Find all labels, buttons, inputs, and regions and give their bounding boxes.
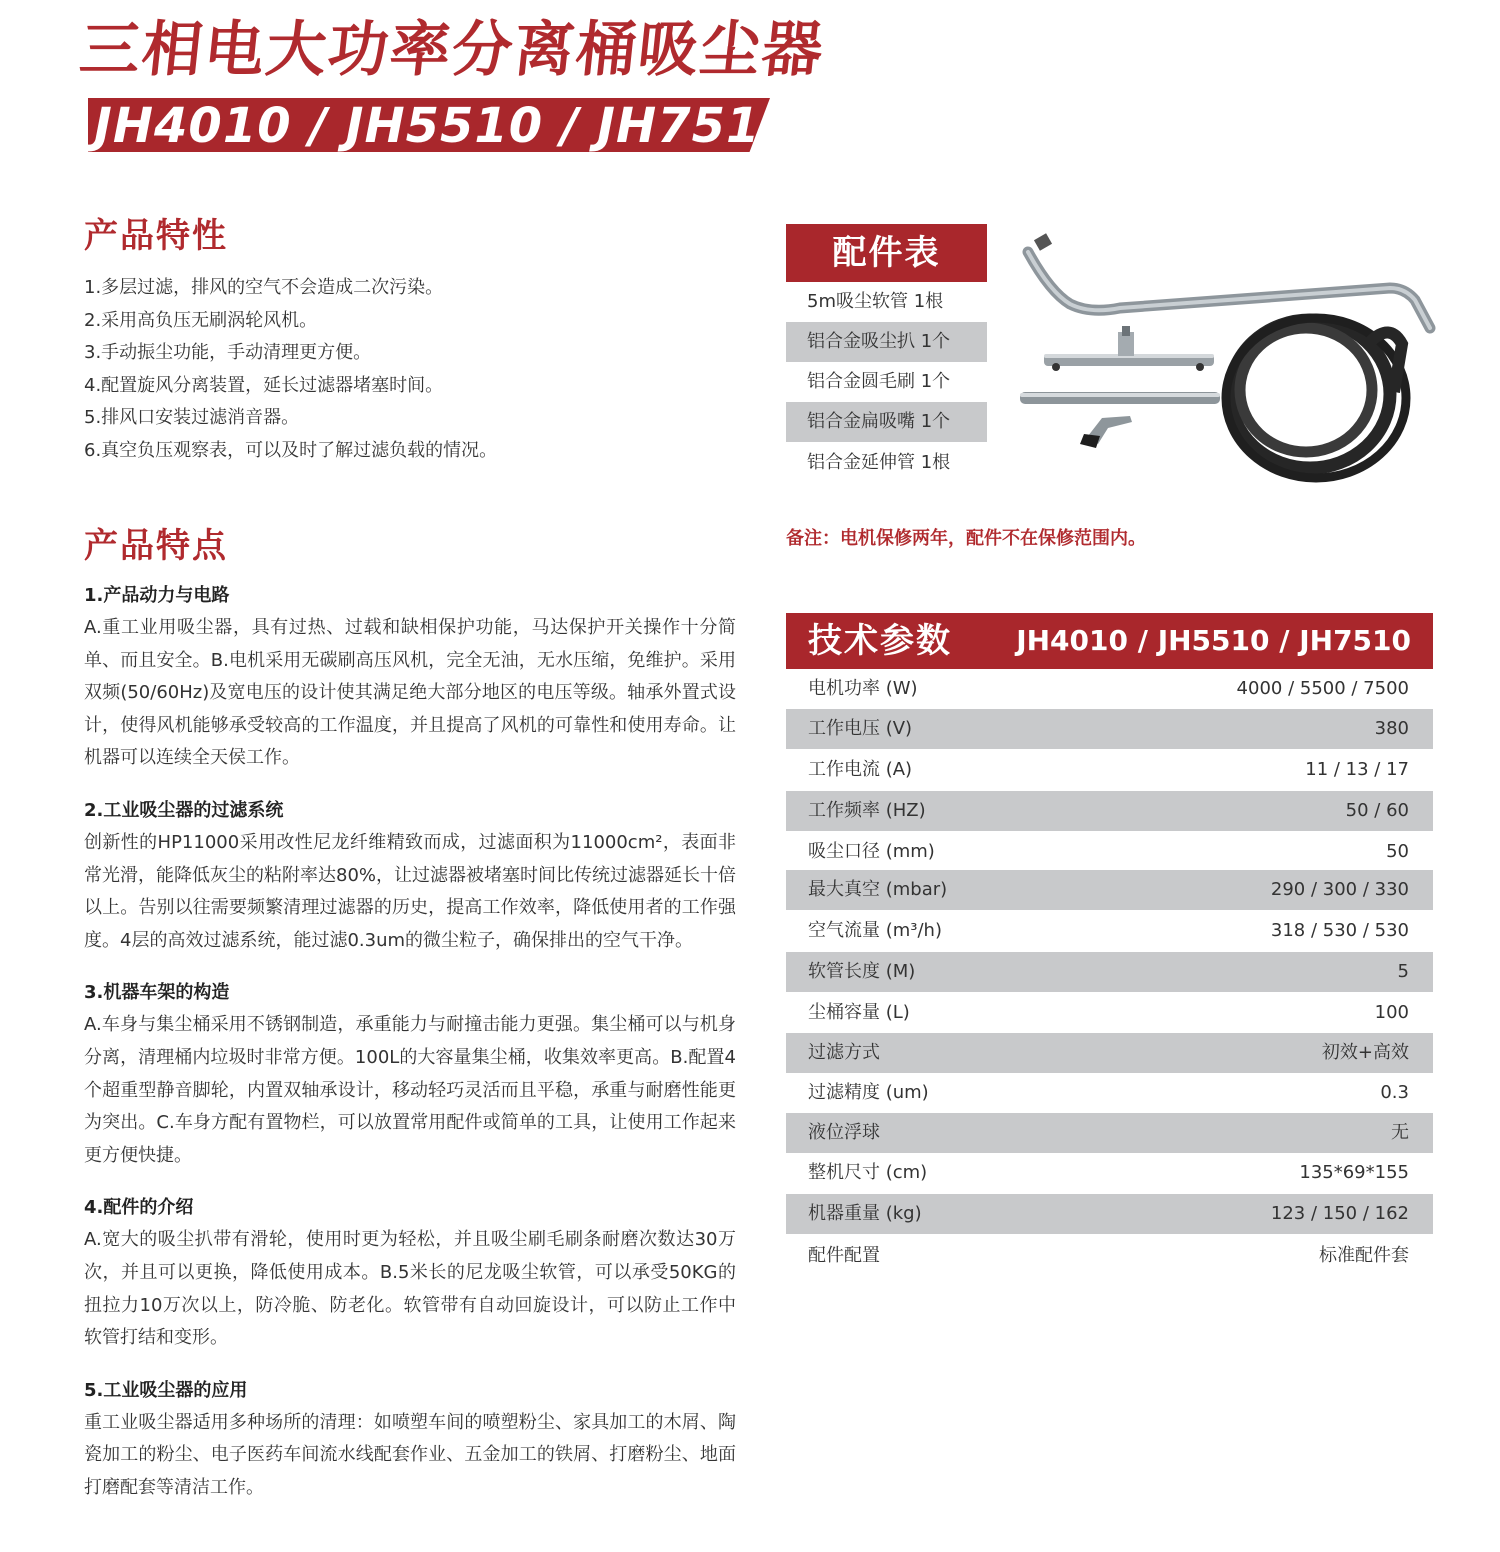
- spec-value: 123 / 150 / 162: [1270, 1203, 1409, 1224]
- spec-label: 电机功率 (W): [808, 678, 918, 699]
- points-heading: 产品特点: [84, 526, 228, 566]
- spec-row: [786, 669, 1433, 709]
- point-text: A.车身与集尘桶采用不锈钢制造，承重能力与耐撞击能力更强。集尘桶可以与机身分离，清理桶内垃圾时非常方便。100L的大容量集尘桶，收集效率更高。B.配置4个超重型静音脚轮，内置双轴承设计，移动轻巧灵活而且平稳，承重与耐磨性能更为突出。C.车身方配有置物栏，可以放置常用配件或简单的工具，让使用工作起来更方便快捷。: [84, 1014, 736, 1166]
- spec-label: 机器重量 (kg): [808, 1203, 922, 1224]
- spec-value: 135*69*155: [1299, 1162, 1409, 1183]
- accessories-note: 备注：电机保修两年，配件不在保修范围内。: [786, 528, 1146, 549]
- point-section: [84, 1192, 736, 1354]
- spec-label: 过滤精度 (um): [808, 1082, 929, 1103]
- spec-label: 工作电压 (V): [808, 718, 913, 739]
- points-body: [84, 580, 736, 1524]
- spec-value: 11 / 13 / 17: [1305, 759, 1409, 780]
- spec-models: JH4010 / JH5510 / JH7510: [1016, 624, 1411, 657]
- spec-label: 液位浮球: [808, 1122, 880, 1143]
- spec-value: 无: [1391, 1122, 1409, 1143]
- spec-label: 工作电流 (A): [808, 759, 913, 780]
- spec-row: [786, 1194, 1433, 1234]
- accessory-row: 铝合金延伸管 1根: [807, 452, 951, 473]
- point-text: A.宽大的吸尘扒带有滑轮，使用时更为轻松，并且吸尘刷毛刷条耐磨次数达30万次，并且可以更换，降低使用成本。B.5米长的尼龙吸尘软管，可以承受50KG的扭拉力10万次以上，防冷脆、防老化。软管带有自动回旋设计，可以防止工作中软管打结和变形。: [84, 1229, 736, 1349]
- features-list: [84, 272, 784, 467]
- spec-value: 5: [1397, 961, 1409, 982]
- feature-item: 4.配置旋风分离装置，延长过滤器堵塞时间。: [84, 374, 444, 396]
- spec-value: 380: [1374, 718, 1409, 739]
- spec-row: [786, 870, 1433, 910]
- spec-value: 50: [1386, 841, 1409, 862]
- feature-item: 1.多层过滤，排风的空气不会造成二次污染。: [84, 277, 444, 298]
- point-text: 创新性的HP11000采用改性尼龙纤维精致而成，过滤面积为11000cm²，表面非常光滑，能降低灰尘的粘附率达80%，让过滤器被堵塞时间比传统过滤器延长十倍以上。告别以往需要频繁清理过滤器的历史，提高工作效率，降低使用者的工作强度。4层的高效过滤系统，能过滤0.3um的微尘粒子，确保排出的空气干净。: [84, 831, 737, 951]
- spec-value: 50 / 60: [1345, 800, 1409, 821]
- point-title: 5.工业吸尘器的应用: [84, 1379, 248, 1401]
- spec-label: 吸尘口径 (mm): [808, 841, 935, 862]
- spec-value: 4000 / 5500 / 7500: [1236, 678, 1409, 699]
- accessory-row: 5m吸尘软管 1根: [807, 291, 944, 312]
- spec-label: 软管长度 (M): [808, 961, 916, 982]
- spec-heading: 技术参数: [808, 621, 952, 661]
- spec-value: 290 / 300 / 330: [1270, 879, 1409, 900]
- spec-row: [786, 832, 1433, 872]
- spec-row: [786, 993, 1433, 1033]
- spec-value: 标准配件套: [1319, 1245, 1409, 1266]
- model-numbers: JH4010 / JH5510 / JH7510: [94, 98, 795, 154]
- page-title: 三相电大功率分离桶吸尘器: [76, 15, 828, 85]
- spec-label: 工作频率 (HZ): [808, 800, 926, 821]
- spec-row: [786, 911, 1433, 951]
- spec-row: [786, 952, 1433, 992]
- spec-header: [786, 613, 1433, 669]
- spec-label: 最大真空 (mbar): [808, 879, 948, 900]
- spec-value: 初效+高效: [1321, 1042, 1409, 1063]
- point-title: 1.产品动力与电路: [84, 585, 230, 606]
- point-text: 重工业吸尘器适用多种场所的清理：如喷塑车间的喷塑粉尘、家具加工的木屑、陶瓷加工的粉尘、电子医药车间流水线配套作业、五金加工的铁屑、打磨粉尘、地面打磨配套等清洁工作。: [84, 1411, 736, 1498]
- feature-item: 6.真空负压观察表，可以及时了解过滤负载的情况。: [84, 439, 498, 461]
- spec-label: 尘桶容量 (L): [808, 1002, 910, 1023]
- spec-label: 过滤方式: [808, 1042, 880, 1063]
- feature-item: 3.手动振尘功能，手动清理更方便。: [84, 342, 372, 363]
- point-section: [84, 795, 736, 957]
- point-title: 3.机器车架的构造: [84, 982, 230, 1004]
- point-section: [84, 1375, 736, 1505]
- point-section: [84, 977, 736, 1172]
- point-title: 2.工业吸尘器的过滤系统: [84, 799, 284, 821]
- spec-value: 100: [1374, 1002, 1409, 1023]
- point-section: [84, 580, 736, 775]
- spec-row: [786, 791, 1433, 831]
- spec-row: [786, 709, 1433, 749]
- accessory-row: 铝合金吸尘扒 1个: [786, 322, 987, 362]
- spec-row: [786, 1236, 1433, 1276]
- spec-label: 配件配置: [808, 1245, 880, 1266]
- spec-row: [786, 750, 1433, 790]
- spec-row: [786, 1113, 1433, 1153]
- spec-value: 0.3: [1380, 1082, 1409, 1103]
- accessory-row: 铝合金圆毛刷 1个: [807, 371, 951, 392]
- feature-item: 2.采用高负压无刷涡轮风机。: [84, 309, 318, 331]
- spec-row: [786, 1153, 1433, 1193]
- accessories-heading: 配件表: [786, 224, 987, 282]
- spec-row: [786, 1073, 1433, 1113]
- spec-label: 整机尺寸 (cm): [808, 1162, 928, 1183]
- feature-item: 5.排风口安装过滤消音器。: [84, 407, 300, 428]
- spec-row: [786, 1033, 1433, 1073]
- features-heading: 产品特性: [84, 216, 228, 256]
- point-text: A.重工业用吸尘器，具有过热、过载和缺相保护功能，马达保护开关操作十分简单、而且安全。B.电机采用无碳刷高压风机，完全无油，无水压缩，免维护。采用双频(50/60Hz)及宽电压的设计使其满足绝大部分地区的电压等级。轴承外置式设计，使得风机能够承受较高的工作温度，并且提高了风机的可靠性和使用寿命。让机器可以连续全天侯工作。: [84, 617, 736, 769]
- accessory-row: 铝合金扁吸嘴 1个: [786, 402, 987, 442]
- spec-value: 318 / 530 / 530: [1270, 920, 1409, 941]
- spec-label: 空气流量 (m³/h): [808, 920, 942, 941]
- point-title: 4.配件的介绍: [84, 1197, 194, 1219]
- accessories-illustration: [1010, 222, 1450, 494]
